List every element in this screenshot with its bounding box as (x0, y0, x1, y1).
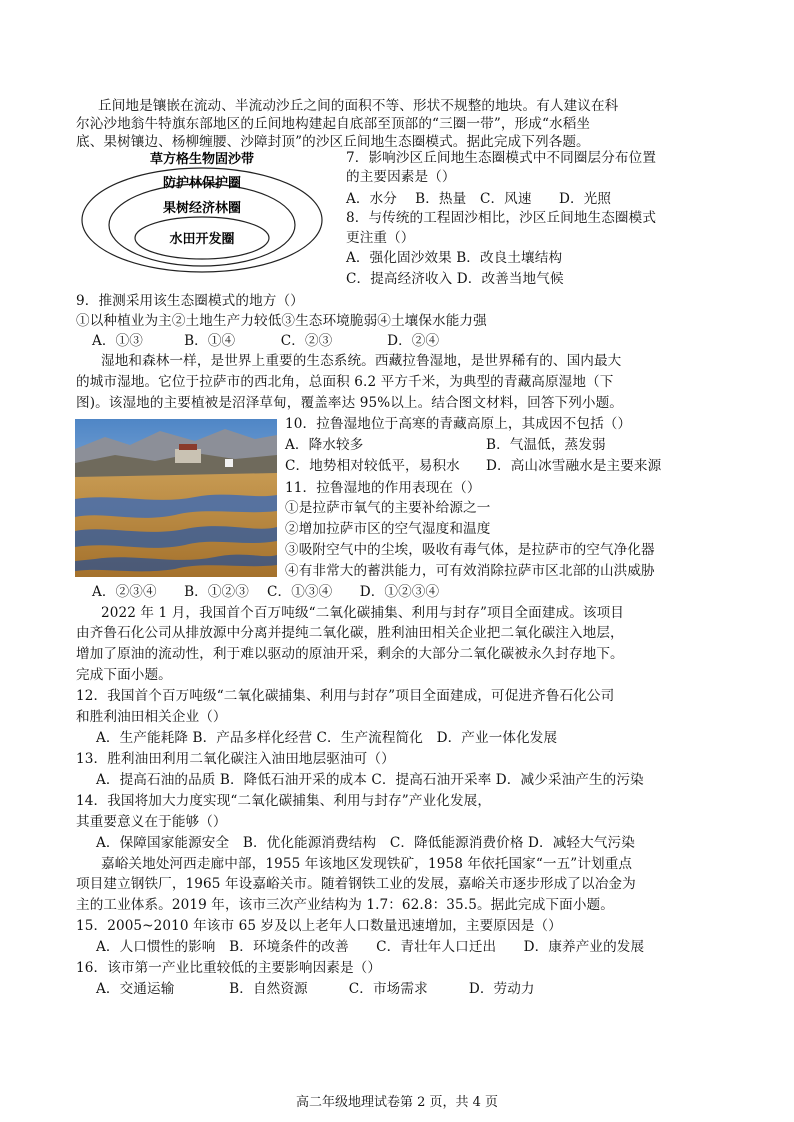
intro3-line2: 由齐鲁石化公司从排放源中分离并提纯二氧化碳，胜利油田相关企业把二氧化碳注入地层， (76, 625, 624, 641)
intro2-line2: 的城市湿地。它位于拉萨市的西北角，总面积 6.2 平方千米，为典型的青藏高原湿地（下 (76, 374, 614, 390)
page-footer: 高二年级地理试卷第 2 页，共 4 页 (295, 1095, 499, 1110)
intro3-line4: 完成下面小题。 (76, 667, 172, 683)
q11-options: A．②③④ B．①②③ C．①③④ D．①②③④ (92, 584, 440, 600)
q7-stem-line2: 的主要因素是（） (346, 169, 456, 185)
intro1-line2: 尔沁沙地翁牛特旗东部地区的丘间地构建起自底部至顶部的“三圈一带”，形成“水稻坐 (76, 116, 591, 132)
q10-option-a: A．降水较多 (285, 437, 364, 453)
q10-option-c: C．地势相对较低平，易积水 (285, 458, 460, 474)
palace-icon (175, 449, 201, 463)
label-shelterbelt: 防护林保护圈 (162, 176, 242, 191)
label-orchard: 果树经济林圈 (162, 201, 242, 216)
intro2-line3: 图)。该湿地的主要植被是沼泽草甸，覆盖率达 95%以上。结合图文材料，回答下列小题。 (76, 395, 624, 411)
q8-option-cd: C．提高经济收入 D．改善当地气候 (346, 271, 564, 287)
middle-ring (109, 184, 295, 266)
q8-option-ab: A．强化固沙效果 B．改良土壤结构 (346, 250, 563, 266)
intro4-line2: 项目建立钢铁厂，1965 年设嘉峪关市。随着钢铁工业的发展，嘉峪关市逐步形成了以冶金为 (76, 876, 636, 892)
q10-option-b: B．气温低，蒸发弱 (486, 437, 606, 453)
q11-statement-2: ②增加拉萨市区的空气湿度和温度 (285, 521, 491, 537)
q12-stem-line2: 和胜利油田相关企业（） (76, 709, 227, 725)
eco-ring-svg (78, 146, 326, 274)
q16-stem: 16．该市第一产业比重较低的主要影响因素是（） (76, 960, 382, 976)
q8-stem-line2: 更注重（） (346, 230, 415, 246)
q10-option-d: D．高山冰雪融水是主要来源 (486, 458, 662, 474)
q13-options: A．提高石油的品质 B．降低石油开采的成本 C．提高石油开采率 D．减少采油产生的污染 (96, 772, 644, 788)
q15-stem: 15．2005~2010 年该市 65 岁及以上老年人口数量迅速增加，主要原因是（） (76, 918, 562, 934)
q11-statement-1: ①是拉萨市氧气的主要补给源之一 (285, 500, 491, 516)
q14-stem-line2: 其重要意义在于能够（） (76, 814, 227, 830)
q8-stem-line1: 8．与传统的工程固沙相比，沙区丘间地生态圈模式 (346, 210, 657, 226)
q13-stem: 13．胜利油田利用二氧化碳注入油田地层驱油可（） (76, 751, 395, 767)
intro4-line3: 主的工业体系。2019 年，该市三次产业结构为 1.7：62.8：35.5。据此完成下面小题。 (76, 897, 614, 913)
intro3-line3: 增加了原油的流动性，利于难以驱动的原油开采，剩余的大部分二氧化碳被永久封存地下。 (76, 646, 624, 662)
q9-stem-line2: ①以种植业为主②土地生产力较低③生态环境脆弱④土壤保水能力强 (76, 313, 487, 329)
intro3-line1: 2022 年 1 月，我国首个百万吨级“二氧化碳捕集、利用与封存”项目全面建成。该项目 (101, 605, 624, 621)
q11-stem: 11．拉鲁湿地的作用表现在（） (285, 480, 481, 496)
wetland-photo-svg (75, 419, 277, 577)
q7-options: A．水分 B．热量 C．风速 D．光照 (346, 191, 612, 207)
intro2-line1: 湿地和森林一样，是世界上重要的生态系统。西藏拉鲁湿地，是世界稀有的、国内最大 (101, 353, 622, 369)
q10-stem: 10．拉鲁湿地位于高寒的青藏高原上，其成因不包括（） (285, 416, 632, 432)
eco-ring-diagram (78, 146, 326, 274)
intro1-line1: 丘间地是镶嵌在流动、半流动沙丘之间的面积不等、形状不规整的地块。有人建议在科 (98, 98, 619, 114)
label-paddy: 水田开发圈 (169, 232, 235, 247)
label-sand-belt: 草方格生物固沙带 (149, 152, 255, 167)
intro1-line3: 底、果树镶边、杨柳缠腰、沙障封顶”的沙区丘间地生态圈模式。据此完成下列各题。 (76, 134, 590, 150)
q9-options: A．①③ B．①④ C．②③ D．②④ (92, 333, 440, 349)
lalu-wetland-photo (75, 419, 277, 577)
q12-options: A．生产能耗降 B．产品多样化经营 C．生产流程简化 D．产业一体化发展 (96, 730, 558, 746)
q11-statement-3: ③吸附空气中的尘埃，吸收有毒气体，是拉萨市的空气净化器 (285, 542, 655, 558)
q7-stem-line1: 7．影响沙区丘间地生态圈模式中不同圈层分布位置 (346, 150, 657, 166)
intro4-line1: 嘉峪关地处河西走廊中部，1955 年该地区发现铁矿，1958 年依托国家“一五”计划重点 (101, 856, 633, 872)
q14-stem-line1: 14．我国将加大力度实现“二氧化碳捕集、利用与封存”产业化发展， (76, 793, 492, 809)
q14-options: A．保障国家能源安全 B．优化能源消费结构 C．降低能源消费价格 D．减轻大气污染 (96, 835, 635, 851)
q9-stem-line1: 9．推测采用该生态圈模式的地方（） (76, 293, 304, 309)
q15-options: A．人口惯性的影响 B．环境条件的改善 C．青壮年人口迁出 D．康养产业的发展 (96, 939, 645, 955)
q12-stem-line1: 12．我国首个百万吨级“二氧化碳捕集、利用与封存”项目全面建成，可促进齐鲁石化公司 (76, 688, 615, 704)
q16-options: A．交通运输 B．自然资源 C．市场需求 D．劳动力 (96, 981, 535, 997)
q11-statement-4: ④有非常大的蓄洪能力，可有效消除拉萨市区北部的山洪威胁 (285, 563, 655, 579)
